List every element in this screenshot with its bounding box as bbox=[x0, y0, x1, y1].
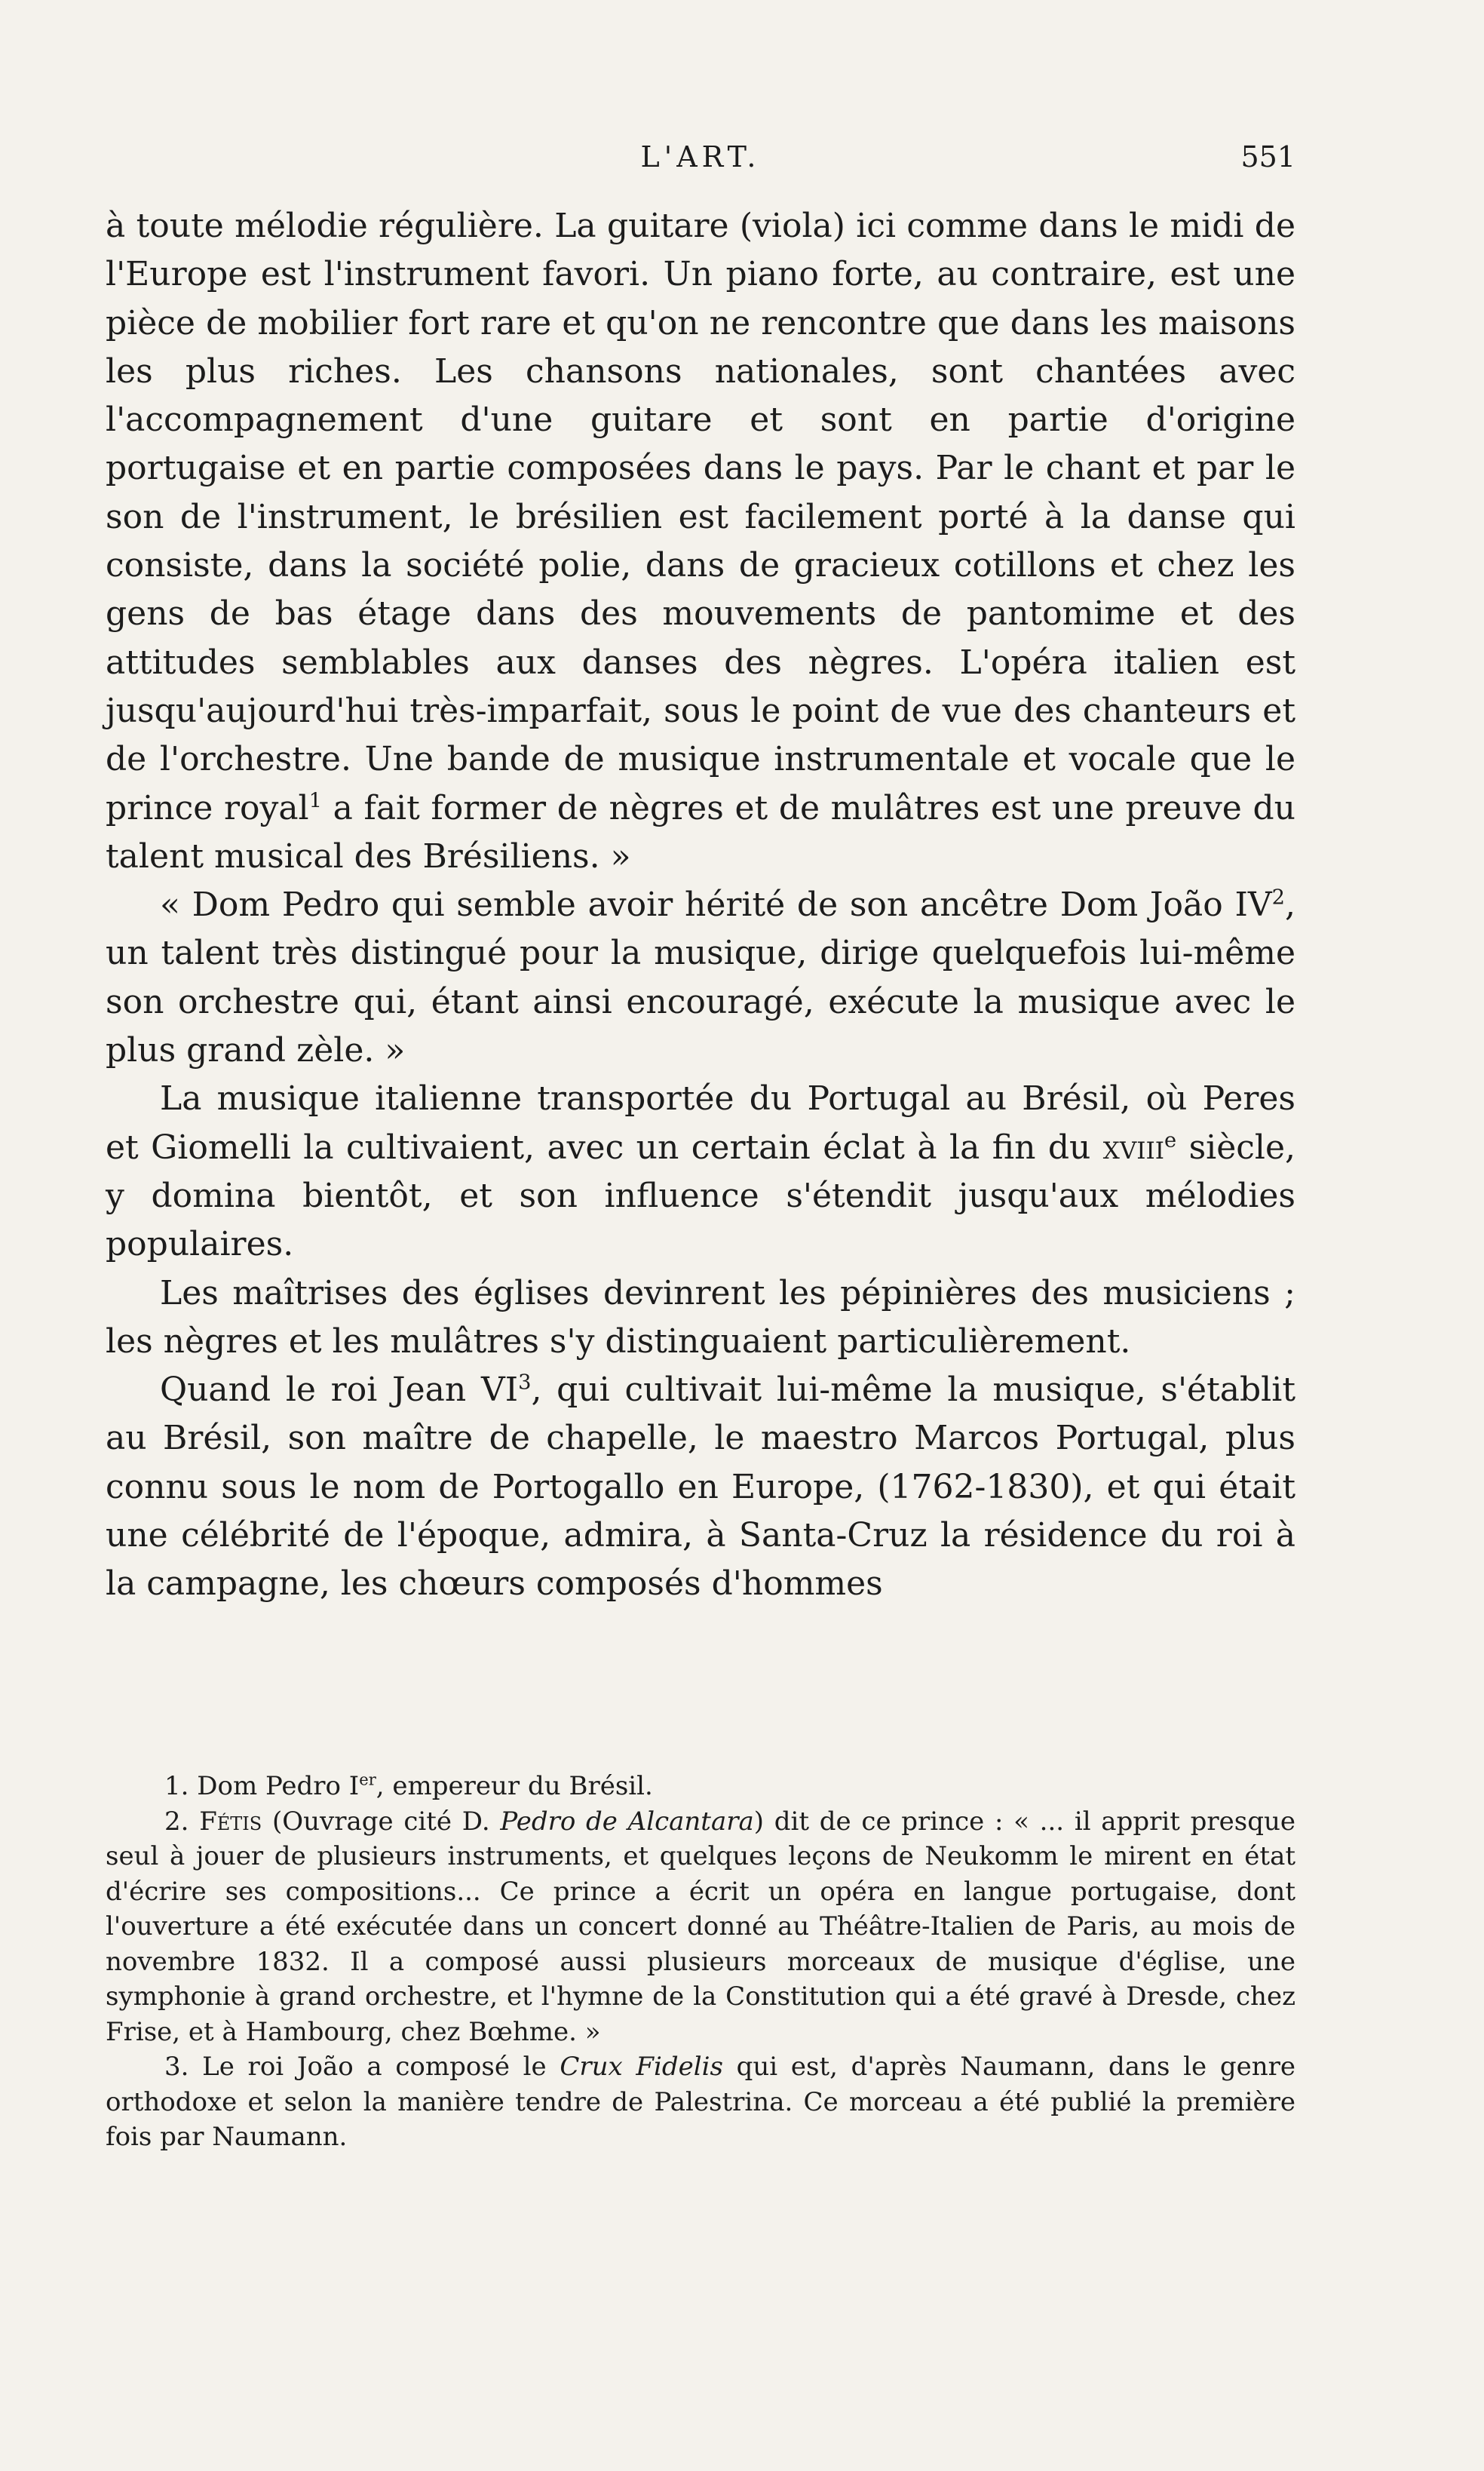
paragraph: « Dom Pedro qui semble avoir hérité de son ancêtre Dom João $IV^2$, un talent très distingué pour la musique, dirige quelquefois lui-même son orchestre qui, étant ainsi encouragé, exécute la musique avec le plus grand zèle. » bbox=[106, 886, 1295, 1070]
paragraph: Quand le roi Jean $VI^3$, qui cultivait lui-même la musique, s'établit au Brésil, son maître de chapelle, le maestro Marcos Portugal, plus connu sous le nom de Portogallo en Europe, (1762-1830), et qui était une célébrité de l'époque, admira, à Santa-Cruz la résidence du roi à la campagne, les chœurs composés d'hommes bbox=[106, 1371, 1295, 1604]
page-number: 551 bbox=[1240, 140, 1295, 173]
running-title: L'ART. bbox=[640, 140, 761, 173]
paragraph: Les maîtrises des églises devinrent les pépinières des musiciens ; les nègres et les mulâtres s'y distinguaient particulièrement. bbox=[106, 1273, 1295, 1361]
footnote-ref[interactable]: 1 bbox=[308, 788, 322, 812]
footnote: 2. Fétis (Ouvrage cité D. Pedro de Alcantara) dit de ce prince : « ... il apprit presque seul à jouer de plusieurs instruments, et quelques leçons de Neukomm le mirent en état d'écrire ses compositions... Ce prince a écrit un opéra en langue portugaise, dont l'ouverture a été exécutée dans un concert donné au Théâtre-Italien de Paris, au mois de novembre 1832. Il a composé aussi plusieurs morceaux de musique d'église, une symphonie à grand orchestre, et l'hymne de la Constitution qui a été gravé à Dresde, chez Frise, et à Hambourg, chez Bœhme. » bbox=[106, 1806, 1295, 2047]
running-head bbox=[106, 136, 1295, 181]
work-title: Pedro de Alcantara bbox=[500, 1806, 754, 1837]
footnote: 1. Dom Pedro Ier, empereur du Brésil. bbox=[164, 1770, 653, 1801]
footnote: 3. Le roi João a composé le Crux Fidelis qui est, d'après Naumann, dans le genre orthodoxe et selon la manière tendre de Palestrina. Ce morceau a été publié la première fois par Naumann. bbox=[106, 2052, 1295, 2152]
main-text bbox=[106, 202, 1295, 1609]
work-title: Crux Fidelis bbox=[560, 2052, 723, 2082]
footnote-ref[interactable]: 2 bbox=[1271, 886, 1285, 910]
paragraph: La musique italienne transportée du Portugal au Brésil, où Peres et Giomelli la cultivaient, avec un certain éclat à la fin du xviii$^e$ siècle, y domina bientôt, et son influence s'étendit jusqu'aux mélodies populaires. bbox=[106, 1079, 1296, 1264]
paragraph: à toute mélodie régulière. La guitare (viola) ici comme dans le midi de l'Europe est l'instrument favori. Un piano forte, au contraire, est une pièce de mobilier fort rare et qu'on ne rencontre que dans les maisons les plus riches. Les chansons nationales, sont chantées avec l'accompagnement d'une guitare et sont en partie d'origine portugaise et en partie composées dans le pays. Par le chant et par le son de l'instrument, le brésilien est facilement porté à la danse qui consiste, dans la société polie, dans de gracieux cotillons et chez les gens de bas étage dans des mouvements de pantomime et des attitudes semblables aux danses des nègres. L'opéra italien est jusqu'aujourd'hui très-imparfait, sous le point de vue des chanteurs et de l'orchestre. Une bande de musique instrumentale et vocale que le prince royal$^1$ a fait former de nègres et de mulâtres est une preuve du talent musical des Brésiliens. » bbox=[106, 207, 1295, 876]
footnotes bbox=[106, 1769, 1295, 2155]
footnote-ref[interactable]: 3 bbox=[518, 1371, 532, 1395]
century-numeral: xviii bbox=[1102, 1128, 1164, 1167]
author-name: Fétis bbox=[199, 1806, 262, 1837]
